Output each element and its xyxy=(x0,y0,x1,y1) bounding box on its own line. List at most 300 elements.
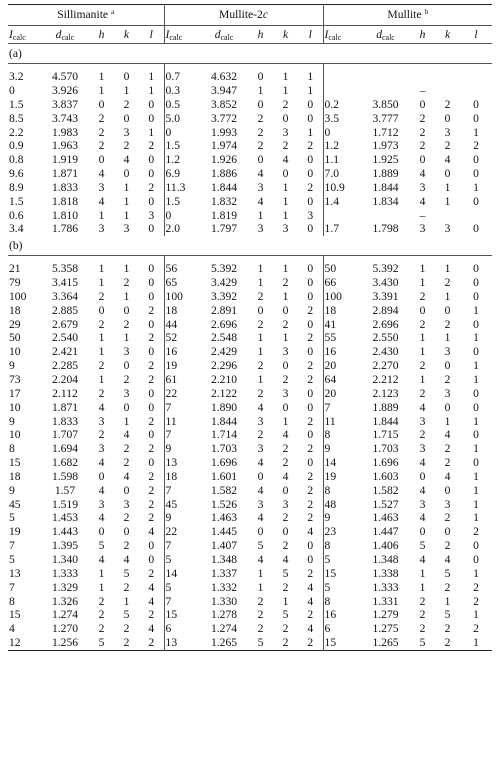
d-calc-cell: 1.278 xyxy=(210,608,238,622)
k-cell: 0 xyxy=(444,111,451,125)
group-header-mullite: Mullite $^b$ xyxy=(323,5,492,26)
h-cell: 4 xyxy=(257,552,264,566)
k-cell: 3 xyxy=(444,497,451,511)
d-calc-cell: 3.772 xyxy=(210,111,238,125)
i-calc-cell: 1.5 xyxy=(9,97,24,111)
k-cell: 4 xyxy=(444,428,451,442)
h-cell: 3 xyxy=(98,222,105,236)
l-cell: 2 xyxy=(148,180,155,194)
l-cell: 0 xyxy=(148,400,155,414)
k-cell: 0 xyxy=(282,483,289,497)
i-calc-cell: 7 xyxy=(164,484,200,498)
k-cell: 2 xyxy=(123,580,130,594)
i-calc-cell: 14 xyxy=(164,567,200,581)
k-cell: 2 xyxy=(282,511,289,525)
h-cell: 3 xyxy=(98,180,105,194)
h-cell: 3 xyxy=(419,180,426,194)
h-cell: 3 xyxy=(98,497,105,511)
l-cell: 0 xyxy=(148,456,155,470)
table-row xyxy=(8,153,492,167)
d-calc-cell: 1.871 xyxy=(51,400,79,414)
d-calc-cell: 1.326 xyxy=(51,594,79,608)
h-cell: 4 xyxy=(419,400,426,414)
i-calc-cell: 0 xyxy=(164,125,200,139)
group-header-sillimanite: Sillimanite $^a$ xyxy=(8,5,164,26)
d-calc-cell: 1.265 xyxy=(372,636,399,650)
i-calc-cell: 20 xyxy=(323,387,361,401)
k-cell: 2 xyxy=(444,317,451,331)
i-calc-cell: 0.6 xyxy=(9,208,24,222)
k-cell: 2 xyxy=(123,539,130,553)
h-cell: 2 xyxy=(98,594,105,608)
l-cell: 1 xyxy=(473,636,479,650)
h-cell: 5 xyxy=(257,539,264,553)
k-cell: 2 xyxy=(123,622,130,636)
h-cell: 0 xyxy=(419,469,426,483)
l-cell: 0 xyxy=(473,97,479,111)
table-body xyxy=(8,44,492,651)
k-cell: 2 xyxy=(444,580,451,594)
h-cell: 4 xyxy=(419,511,426,525)
i-calc-cell: 0 xyxy=(164,208,200,222)
d-calc-cell: 1.340 xyxy=(51,552,79,566)
h-cell: 0 xyxy=(98,469,105,483)
l-cell: 0 xyxy=(473,400,479,414)
k-cell: 1 xyxy=(123,594,130,608)
h-cell: 0 xyxy=(257,303,264,317)
d-calc-cell: 1.256 xyxy=(51,636,79,650)
k-cell: 1 xyxy=(282,262,289,276)
l-cell: 2 xyxy=(148,303,155,317)
k-cell: 4 xyxy=(444,552,451,566)
l-cell: 2 xyxy=(307,511,314,525)
d-calc-cell: 1.818 xyxy=(51,194,79,208)
d-calc-cell: 1.833 xyxy=(51,180,79,194)
h-cell: 4 xyxy=(257,511,264,525)
d-calc-cell xyxy=(361,208,410,222)
table-row xyxy=(8,98,492,112)
h-cell: 1 xyxy=(257,276,264,290)
l-cell: 0 xyxy=(473,111,479,125)
l-cell: 1 xyxy=(473,331,479,345)
k-cell: 1 xyxy=(123,414,130,428)
d-calc-cell: 2.112 xyxy=(52,386,78,400)
h-cell: 4 xyxy=(419,194,426,208)
h-cell: 1 xyxy=(98,566,105,580)
k-cell: 2 xyxy=(282,373,289,386)
k-cell: 4 xyxy=(123,469,130,483)
k-cell xyxy=(435,84,460,98)
d-calc-cell: 4.632 xyxy=(210,70,238,84)
k-cell: 2 xyxy=(444,97,451,111)
l-cell: 1 xyxy=(473,180,479,194)
table-row xyxy=(8,484,492,498)
h-cell: 2 xyxy=(419,594,426,608)
k-cell: 0 xyxy=(444,525,451,539)
k-cell: 2 xyxy=(282,622,289,636)
l-cell: 2 xyxy=(148,497,155,511)
table-row xyxy=(8,470,492,484)
table-row xyxy=(8,84,492,98)
d-calc-cell: 1.694 xyxy=(51,442,79,456)
h-cell: 3 xyxy=(419,414,426,428)
i-calc-cell: 7 xyxy=(164,401,200,415)
d-calc-cell: 1.712 xyxy=(372,125,399,139)
i-calc-cell: 1.4 xyxy=(323,195,361,209)
table-row xyxy=(8,276,492,290)
h-cell: 3 xyxy=(257,180,264,194)
h-cell: 1 xyxy=(98,276,105,290)
l-cell: 0 xyxy=(307,222,314,236)
i-calc-cell: 73 xyxy=(9,373,21,386)
k-cell: 2 xyxy=(444,442,451,456)
table-row xyxy=(8,331,492,345)
d-calc-cell: 2.122 xyxy=(210,386,238,400)
table-row xyxy=(8,553,492,567)
h-cell: 4 xyxy=(98,552,105,566)
l-cell: 0 xyxy=(473,456,479,470)
i-calc-cell: 61 xyxy=(164,373,200,387)
i-calc-cell: 7 xyxy=(323,401,361,415)
k-cell: 0 xyxy=(444,359,451,373)
i-calc-cell: 9 xyxy=(164,511,200,525)
k-cell: 3 xyxy=(282,222,289,236)
l-cell: 0 xyxy=(473,539,479,553)
d-calc-cell: 1.889 xyxy=(372,400,399,414)
k-cell: 2 xyxy=(282,276,289,290)
h-cell: 1 xyxy=(257,566,264,580)
k-cell: 0 xyxy=(444,400,451,414)
d-calc-cell: 1.275 xyxy=(372,622,399,636)
sillimanite-d-calc-header: $d_{calc}$ xyxy=(55,27,75,42)
h-cell: 2 xyxy=(257,428,264,442)
i-calc-cell: 64 xyxy=(323,373,361,387)
h-cell: 1 xyxy=(419,262,426,276)
l-cell: 4 xyxy=(148,525,155,539)
d-calc-cell: 2.540 xyxy=(51,331,79,345)
h-cell: – xyxy=(419,208,426,222)
i-calc-cell: 18 xyxy=(323,304,361,318)
h-cell: 0 xyxy=(98,303,105,317)
sillimanite-l-header: l xyxy=(149,27,153,41)
d-calc-cell: 1.810 xyxy=(51,208,79,222)
i-calc-cell: 23 xyxy=(323,525,361,539)
d-calc-cell: 1.707 xyxy=(51,428,79,442)
k-cell: 3 xyxy=(282,386,289,400)
d-calc-cell: 1.925 xyxy=(372,153,399,167)
k-cell: 1 xyxy=(444,194,451,208)
i-calc-cell: 0.3 xyxy=(164,84,200,98)
i-calc-cell: 15 xyxy=(9,456,21,470)
h-cell: 3 xyxy=(257,497,264,511)
h-cell: 0 xyxy=(98,525,105,539)
l-cell: 0 xyxy=(473,289,479,303)
h-cell: 3 xyxy=(419,442,426,456)
k-cell: 2 xyxy=(123,97,130,111)
h-cell: – xyxy=(419,83,426,97)
l-cell: 4 xyxy=(307,525,314,539)
table-row xyxy=(8,414,492,428)
l-cell: 0 xyxy=(307,262,314,276)
d-calc-cell: 2.894 xyxy=(372,303,399,317)
h-cell: 0 xyxy=(257,153,264,167)
l-cell: 2 xyxy=(307,180,314,194)
k-cell: 1 xyxy=(282,289,289,303)
table-row xyxy=(8,511,492,525)
l-cell: 2 xyxy=(307,483,314,497)
l-cell: 4 xyxy=(148,622,155,636)
i-calc-cell: 0.7 xyxy=(164,70,200,84)
i-calc-cell: 7 xyxy=(164,428,200,442)
l-cell: 1 xyxy=(473,414,479,428)
i-calc-cell: 16 xyxy=(323,345,361,359)
d-calc-cell: 1.527 xyxy=(372,497,399,511)
d-calc-cell: 1.447 xyxy=(372,525,399,539)
h-cell: 2 xyxy=(98,125,105,139)
h-cell: 2 xyxy=(419,622,426,636)
d-calc-cell: 1.329 xyxy=(51,580,79,594)
l-cell: 2 xyxy=(148,483,155,497)
l-cell: 0 xyxy=(148,167,155,181)
d-calc-cell: 1.844 xyxy=(210,180,238,194)
h-cell: 3 xyxy=(257,442,264,456)
h-cell: 4 xyxy=(257,456,264,470)
d-calc-cell: 2.270 xyxy=(372,359,399,373)
i-calc-cell: 3.5 xyxy=(323,112,361,126)
l-cell: 0 xyxy=(307,552,314,566)
table-row xyxy=(8,195,492,209)
d-calc-cell: 1.331 xyxy=(372,594,399,608)
i-calc-cell: 66 xyxy=(323,276,361,290)
h-cell: 2 xyxy=(257,139,264,153)
k-cell: 2 xyxy=(282,442,289,456)
h-cell: 3 xyxy=(419,497,426,511)
d-calc-cell: 1.844 xyxy=(372,414,399,428)
l-cell: 1 xyxy=(473,359,479,373)
h-cell: 0 xyxy=(419,97,426,111)
k-cell: 5 xyxy=(444,566,451,580)
d-calc-cell: 1.348 xyxy=(210,552,238,566)
h-cell: 2 xyxy=(419,608,426,622)
i-calc-cell: 7 xyxy=(164,594,200,608)
h-cell: 2 xyxy=(257,111,264,125)
table-row xyxy=(8,581,492,595)
table-row xyxy=(8,497,492,511)
table-row xyxy=(8,608,492,622)
l-cell: 0 xyxy=(307,167,314,181)
i-calc-cell: 5 xyxy=(9,511,15,525)
i-calc-cell: 5 xyxy=(323,581,361,595)
h-cell: 4 xyxy=(257,167,264,181)
i-calc-cell: 15 xyxy=(9,608,21,622)
l-cell: 0 xyxy=(148,428,155,442)
sillimanite-k-header: k xyxy=(123,27,130,41)
k-cell: 0 xyxy=(123,400,130,414)
l-cell: 2 xyxy=(148,373,155,386)
h-cell: 1 xyxy=(257,580,264,594)
l-cell: 2 xyxy=(148,139,155,153)
d-calc-cell: 3.850 xyxy=(372,97,399,111)
d-calc-cell: 1.715 xyxy=(372,428,399,442)
i-calc-cell: 6.9 xyxy=(164,167,200,181)
d-calc-cell: 1.798 xyxy=(372,222,399,236)
l-cell: 2 xyxy=(307,469,314,483)
l-cell: 1 xyxy=(473,511,479,525)
d-calc-cell: 1.797 xyxy=(210,222,238,236)
l-cell: 4 xyxy=(148,594,155,608)
d-calc-cell: 1.974 xyxy=(210,139,238,153)
l-cell xyxy=(460,70,492,84)
h-cell: 2 xyxy=(257,289,264,303)
h-cell: 0 xyxy=(419,525,426,539)
d-calc-cell: 3.837 xyxy=(51,97,79,111)
k-cell: 4 xyxy=(282,153,289,167)
i-calc-cell: 8 xyxy=(9,594,15,608)
k-cell xyxy=(435,70,460,84)
d-calc-cell: 1.333 xyxy=(372,580,399,594)
h-cell: 2 xyxy=(257,622,264,636)
d-calc-cell: 1.519 xyxy=(51,497,79,511)
k-cell: 0 xyxy=(123,167,130,181)
d-calc-cell: 1.926 xyxy=(210,153,238,167)
i-calc-cell: 9 xyxy=(323,511,361,525)
mullite-i-calc-header: $I_{calc}$ xyxy=(323,26,361,44)
k-cell: 1 xyxy=(123,262,130,276)
d-calc-cell: 1.443 xyxy=(51,525,79,539)
h-cell: 4 xyxy=(98,511,105,525)
k-cell: 0 xyxy=(282,359,289,373)
k-cell: 5 xyxy=(282,608,289,622)
i-calc-cell: 10.9 xyxy=(323,181,361,195)
k-cell: 1 xyxy=(282,331,289,345)
i-calc-cell: 7 xyxy=(9,539,15,553)
d-calc-cell: 3.391 xyxy=(372,289,399,303)
table-row xyxy=(8,525,492,539)
h-cell: 5 xyxy=(419,636,426,650)
k-cell: 1 xyxy=(123,208,130,222)
l-cell: 0 xyxy=(473,552,479,566)
i-calc-cell: 10 xyxy=(9,428,21,442)
k-cell: 2 xyxy=(123,456,130,470)
h-cell: 1 xyxy=(419,276,426,290)
h-cell: 2 xyxy=(98,622,105,636)
h-cell: 2 xyxy=(98,359,105,373)
k-cell: 1 xyxy=(123,289,130,303)
d-calc-cell: 1.871 xyxy=(51,167,79,181)
d-calc-cell: 3.743 xyxy=(51,111,79,125)
table-row xyxy=(8,181,492,195)
i-calc-cell: 100 xyxy=(323,290,361,304)
i-calc-cell: 3.4 xyxy=(9,222,24,236)
k-cell: 3 xyxy=(282,345,289,359)
h-cell: 3 xyxy=(257,222,264,236)
d-calc-cell: 1.703 xyxy=(210,442,238,456)
i-calc-cell: 19 xyxy=(323,470,361,484)
l-cell: 4 xyxy=(307,580,314,594)
h-cell: 2 xyxy=(98,428,105,442)
i-calc-cell: 16 xyxy=(323,608,361,622)
i-calc-cell: 13 xyxy=(164,456,200,470)
d-calc-cell: 3.415 xyxy=(51,276,79,290)
l-cell: 0 xyxy=(148,289,155,303)
i-calc-cell: 1.5 xyxy=(9,194,24,208)
h-cell: 1 xyxy=(419,331,426,345)
i-calc-cell: 1.1 xyxy=(323,153,361,167)
i-calc-cell: 7 xyxy=(9,580,15,594)
k-cell: 3 xyxy=(282,125,289,139)
i-calc-cell: 56 xyxy=(164,262,200,276)
d-calc-cell: 2.679 xyxy=(51,317,79,331)
i-calc-cell: 13 xyxy=(164,636,200,650)
d-calc-cell: 1.889 xyxy=(372,167,399,181)
l-cell: 0 xyxy=(148,153,155,167)
i-calc-cell: 0 xyxy=(323,125,361,139)
d-calc-cell: 1.696 xyxy=(372,456,399,470)
l-cell: 0 xyxy=(307,194,314,208)
l-cell: 0 xyxy=(307,386,314,400)
i-calc-cell: 50 xyxy=(323,262,361,276)
h-cell: 4 xyxy=(257,483,264,497)
i-calc-cell: 5 xyxy=(164,581,200,595)
l-cell: 2 xyxy=(307,608,314,622)
d-calc-cell: 1.453 xyxy=(51,511,79,525)
d-calc-cell: 1.274 xyxy=(210,622,238,636)
l-cell: 0 xyxy=(307,345,314,359)
d-calc-cell: 1.463 xyxy=(372,511,399,525)
table-row xyxy=(8,622,492,636)
h-cell: 1 xyxy=(419,345,426,359)
h-cell: 1 xyxy=(257,373,264,386)
h-cell: 4 xyxy=(419,483,426,497)
table-row xyxy=(8,373,492,387)
h-cell: 5 xyxy=(419,539,426,553)
k-cell: 4 xyxy=(444,469,451,483)
l-cell: 2 xyxy=(473,594,479,608)
h-cell: 5 xyxy=(98,539,105,553)
d-calc-cell: 1.526 xyxy=(210,497,238,511)
i-calc-cell: 18 xyxy=(164,304,200,318)
i-calc-cell: 1.5 xyxy=(164,195,200,209)
k-cell: 0 xyxy=(444,303,451,317)
i-calc-cell: 15 xyxy=(323,636,361,650)
h-cell: 2 xyxy=(257,359,264,373)
h-cell: 1 xyxy=(98,373,105,386)
l-cell: 0 xyxy=(307,111,314,125)
l-cell: 1 xyxy=(473,608,479,622)
h-cell: 2 xyxy=(419,111,426,125)
i-calc-cell: 21 xyxy=(9,262,21,276)
d-calc-cell: 2.285 xyxy=(51,359,79,373)
i-calc-cell: 29 xyxy=(9,317,21,331)
i-calc-cell: 41 xyxy=(323,318,361,332)
l-cell: 2 xyxy=(473,580,479,594)
l-cell: 1 xyxy=(473,373,479,386)
h-cell: 2 xyxy=(419,289,426,303)
table-row xyxy=(8,401,492,415)
d-calc-cell: 2.210 xyxy=(210,373,238,386)
l-cell: 2 xyxy=(148,359,155,373)
table-row xyxy=(8,442,492,456)
l-cell: 2 xyxy=(307,139,314,153)
d-calc-cell: 1.714 xyxy=(210,428,238,442)
d-calc-cell: 2.891 xyxy=(210,303,238,317)
i-calc-cell: 9 xyxy=(323,442,361,456)
d-calc-cell: 1.348 xyxy=(372,552,399,566)
mullite-d-calc-header: $d_{calc}$ xyxy=(376,27,395,42)
h-cell: 1 xyxy=(98,262,105,276)
h-cell: 4 xyxy=(257,194,264,208)
k-cell: 4 xyxy=(282,469,289,483)
